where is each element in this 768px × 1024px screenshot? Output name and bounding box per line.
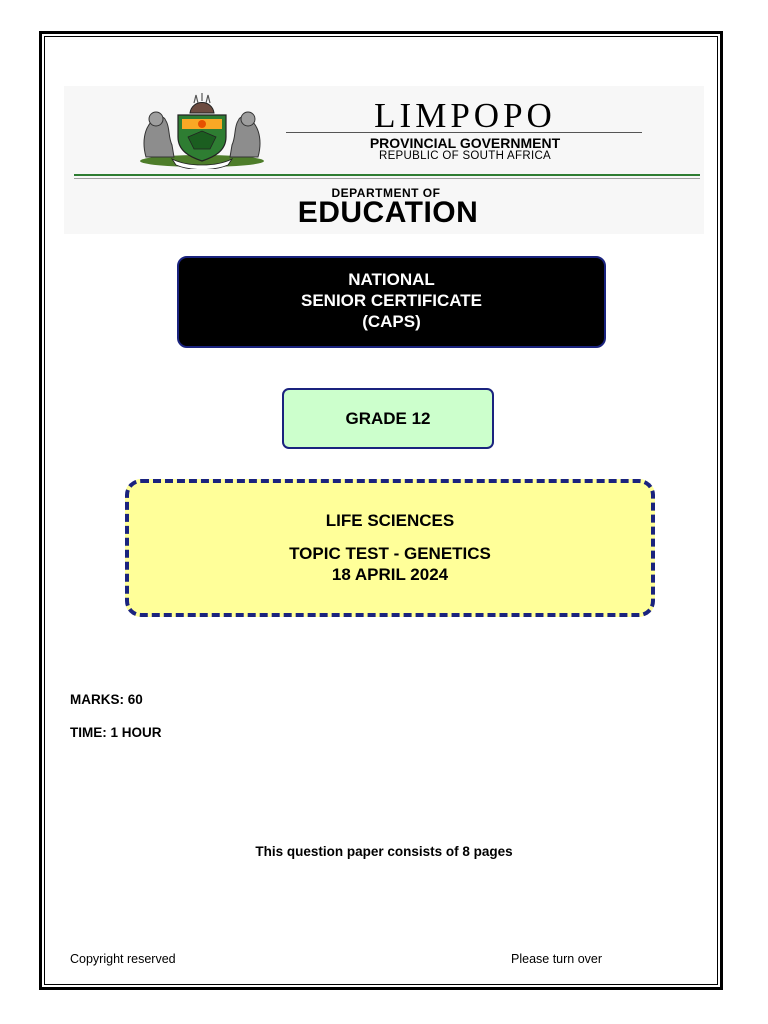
province-title: LIMPOPO xyxy=(374,96,556,135)
subject-name: LIFE SCIENCES xyxy=(325,511,455,530)
test-date: 18 APRIL 2024 xyxy=(331,565,449,584)
test-title: TOPIC TEST - GENETICS xyxy=(289,544,491,563)
page-count-note: This question paper consists of 8 pages xyxy=(255,844,513,859)
subject-box xyxy=(125,479,655,617)
certificate-box xyxy=(177,256,606,348)
certificate-line-3: (CAPS) xyxy=(362,312,421,331)
coat-of-arms-icon xyxy=(128,93,276,169)
government-title: PROVINCIAL GOVERNMENT xyxy=(369,135,561,151)
department-prefix: DEPARTMENT OF xyxy=(331,186,441,200)
marks-label: MARKS: 60 xyxy=(70,692,143,707)
certificate-line-2: SENIOR CERTIFICATE xyxy=(300,291,483,310)
turn-over-footer: Please turn over xyxy=(511,952,603,966)
country-title: REPUBLIC OF SOUTH AFRICA xyxy=(378,150,552,162)
time-label: TIME: 1 HOUR xyxy=(70,725,162,740)
grade-box: GRADE 12 xyxy=(282,388,494,449)
green-divider xyxy=(74,174,700,176)
copyright-footer: Copyright reserved xyxy=(70,952,176,966)
certificate-line-1: NATIONAL xyxy=(348,270,435,289)
header-divider xyxy=(286,132,642,133)
grey-divider xyxy=(74,178,700,179)
department-name: EDUCATION xyxy=(297,196,479,229)
